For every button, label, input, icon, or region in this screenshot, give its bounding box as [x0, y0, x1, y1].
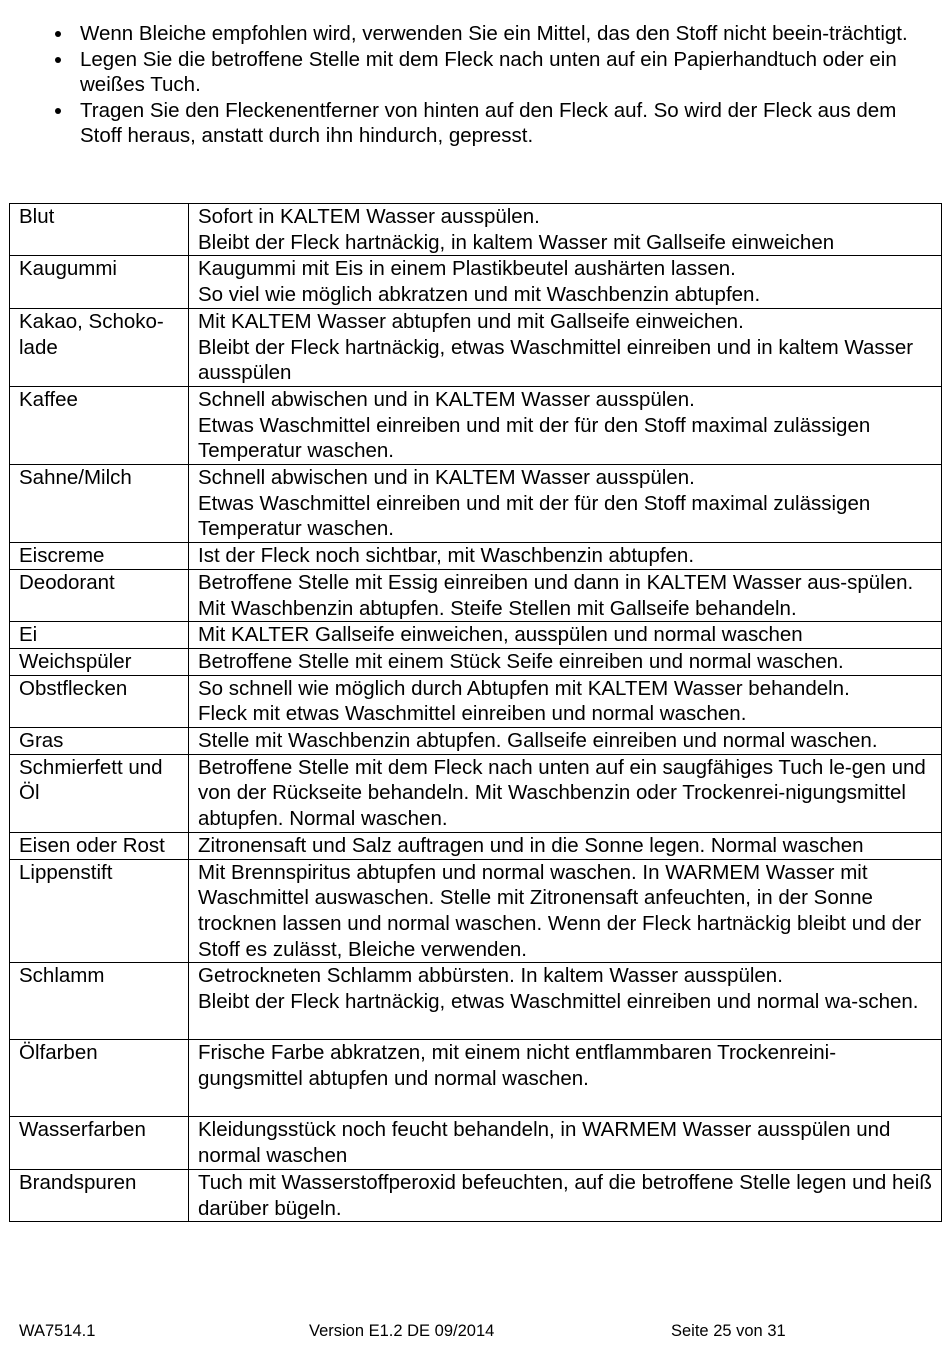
- treatment-cell: [189, 204, 942, 256]
- treatment-cell: [189, 308, 942, 386]
- treatment-cell: [189, 622, 942, 649]
- table-row: [10, 648, 942, 675]
- table-row: [10, 204, 942, 256]
- stain-type-cell: Brandspuren: [10, 1169, 189, 1221]
- treatment-cell: [189, 386, 942, 464]
- stain-type-cell: Deodorant: [10, 569, 189, 621]
- treatment-cell: [189, 1040, 942, 1117]
- table-row: [10, 386, 942, 464]
- stain-type-cell: Kakao, Schoko-lade: [10, 308, 189, 386]
- treatment-cell: [189, 963, 942, 1040]
- treatment-line: Zitronensaft und Salz auftragen und in die Sonne legen. Normal waschen: [198, 833, 864, 857]
- stain-type-cell: Blut: [10, 204, 189, 256]
- table-row: [10, 754, 942, 832]
- treatment-line: So schnell wie möglich durch Abtupfen mit KALTEM Wasser behandeln.: [198, 676, 850, 700]
- table-row: [10, 675, 942, 727]
- table-row: [10, 465, 942, 543]
- treatment-line: Getrockneten Schlamm abbürsten. In kaltem Wasser ausspülen.: [198, 964, 783, 988]
- instruction-list: [52, 21, 932, 149]
- treatment-line: Etwas Waschmittel einreiben und mit der für den Stoff maximal zulässigen Temperatur waschen.: [198, 491, 871, 541]
- instruction-bullet: Tragen Sie den Fleckenentferner von hinten auf den Fleck auf. So wird der Fleck aus dem Stoff heraus, anstatt durch ihn hindurch, gepresst.: [52, 98, 932, 149]
- table-row: [10, 622, 942, 649]
- table-row: [10, 728, 942, 755]
- treatment-line: Fleck mit etwas Waschmittel einreiben und normal waschen.: [198, 702, 747, 726]
- treatment-line: Bleibt der Fleck hartnäckig, etwas Waschmittel einreiben und normal wa-schen.: [198, 990, 919, 1014]
- stain-removal-table: [9, 203, 942, 1222]
- table-row: [10, 308, 942, 386]
- treatment-line: Ist der Fleck noch sichtbar, mit Waschbenzin abtupfen.: [198, 544, 695, 568]
- stain-type-cell: Kaffee: [10, 386, 189, 464]
- treatment-cell: [189, 465, 942, 543]
- stain-type-cell: Wasserfarben: [10, 1117, 189, 1169]
- treatment-cell: [189, 543, 942, 570]
- treatment-line: Mit Brennspiritus abtupfen und normal waschen. In WARMEM Wasser mit Waschmittel auswaschen. Stelle mit Zitronensaft anfeuchten, in der Sonne trocknen lassen und normal waschen. Wenn der Fleck hartnäckig bleibt und der Stoff es zulässt, Bleiche verwenden.: [198, 860, 922, 961]
- instruction-bullet: Legen Sie die betroffene Stelle mit dem Fleck nach unten auf ein Papierhandtuch oder ein weißes Tuch.: [52, 47, 932, 98]
- stain-type-cell: Weichspüler: [10, 648, 189, 675]
- treatment-cell: [189, 1169, 942, 1221]
- treatment-line: Mit KALTER Gallseife einweichen, ausspülen und normal waschen: [198, 623, 803, 647]
- treatment-cell: [189, 728, 942, 755]
- treatment-line: Bleibt der Fleck hartnäckig, etwas Waschmittel einreiben und in kaltem Wasser ausspülen: [198, 335, 914, 385]
- treatment-line: Betroffene Stelle mit Essig einreiben und dann in KALTEM Wasser aus-spülen. Mit Waschbenzin abtupfen. Steife Stellen mit Gallseife behandeln.: [198, 570, 914, 620]
- footer-page-number: Seite 25 von 31: [671, 1322, 786, 1340]
- table-row: [10, 569, 942, 621]
- stain-type-cell: Ölfarben: [10, 1040, 189, 1117]
- stain-type-cell: Kaugummi: [10, 256, 189, 308]
- treatment-line: Kleidungsstück noch feucht behandeln, in WARMEM Wasser ausspülen und normal waschen: [198, 1118, 891, 1168]
- stain-type-cell: Sahne/Milch: [10, 465, 189, 543]
- treatment-cell: [189, 1117, 942, 1169]
- treatment-cell: [189, 754, 942, 832]
- stain-type-cell: Schlamm: [10, 963, 189, 1040]
- table-row: [10, 832, 942, 859]
- treatment-line: Schnell abwischen und in KALTEM Wasser ausspülen.: [198, 387, 695, 411]
- treatment-line: Frische Farbe abkratzen, mit einem nicht entflammbaren Trockenreini-gungsmittel abtupfen und normal waschen.: [198, 1041, 837, 1091]
- table-row: [10, 1040, 942, 1117]
- stain-type-cell: Lippenstift: [10, 859, 189, 963]
- treatment-line: Mit KALTEM Wasser abtupfen und mit Gallseife einweichen.: [198, 309, 744, 333]
- treatment-cell: [189, 675, 942, 727]
- treatment-cell: [189, 256, 942, 308]
- footer-version: Version E1.2 DE 09/2014: [309, 1322, 495, 1340]
- table-row: [10, 963, 942, 1040]
- treatment-cell: [189, 859, 942, 963]
- table-row: [10, 1169, 942, 1221]
- treatment-line: So viel wie möglich abkratzen und mit Waschbenzin abtupfen.: [198, 283, 761, 307]
- treatment-line: Sofort in KALTEM Wasser ausspülen.: [198, 205, 540, 228]
- table-row: [10, 543, 942, 570]
- stain-type-cell: Eisen oder Rost: [10, 832, 189, 859]
- treatment-line: Kaugummi mit Eis in einem Plastikbeutel aushärten lassen.: [198, 257, 736, 281]
- table-row: [10, 1117, 942, 1169]
- table-row: [10, 256, 942, 308]
- treatment-cell: [189, 648, 942, 675]
- treatment-line: Etwas Waschmittel einreiben und mit der für den Stoff maximal zulässigen Temperatur waschen.: [198, 413, 871, 463]
- treatment-line: Stelle mit Waschbenzin abtupfen. Gallseife einreiben und normal waschen.: [198, 729, 878, 753]
- stain-type-cell: Gras: [10, 728, 189, 755]
- treatment-cell: [189, 569, 942, 621]
- stain-type-cell: Obstflecken: [10, 675, 189, 727]
- treatment-cell: [189, 832, 942, 859]
- treatment-line: Bleibt der Fleck hartnäckig, in kaltem Wasser mit Gallseife einweichen: [198, 230, 835, 254]
- table-row: [10, 859, 942, 963]
- treatment-line: Betroffene Stelle mit einem Stück Seife einreiben und normal waschen.: [198, 649, 844, 673]
- instruction-bullet: Wenn Bleiche empfohlen wird, verwenden Sie ein Mittel, das den Stoff nicht beein-trächtigt.: [52, 21, 932, 47]
- stain-type-cell: Eiscreme: [10, 543, 189, 570]
- treatment-line: Schnell abwischen und in KALTEM Wasser ausspülen.: [198, 466, 695, 490]
- stain-type-cell: Ei: [10, 622, 189, 649]
- treatment-line: Betroffene Stelle mit dem Fleck nach unten auf ein saugfähiges Tuch le-gen und von der Rückseite behandeln. Mit Waschbenzin oder Trockenrei-nigungsmittel abtupfen. Normal waschen.: [198, 755, 926, 831]
- footer-doc-id: WA7514.1: [19, 1322, 96, 1340]
- treatment-line: Tuch mit Wasserstoffperoxid befeuchten, auf die betroffene Stelle legen und heiß darüber bügeln.: [198, 1170, 932, 1220]
- stain-type-cell: Schmierfett und Öl: [10, 754, 189, 832]
